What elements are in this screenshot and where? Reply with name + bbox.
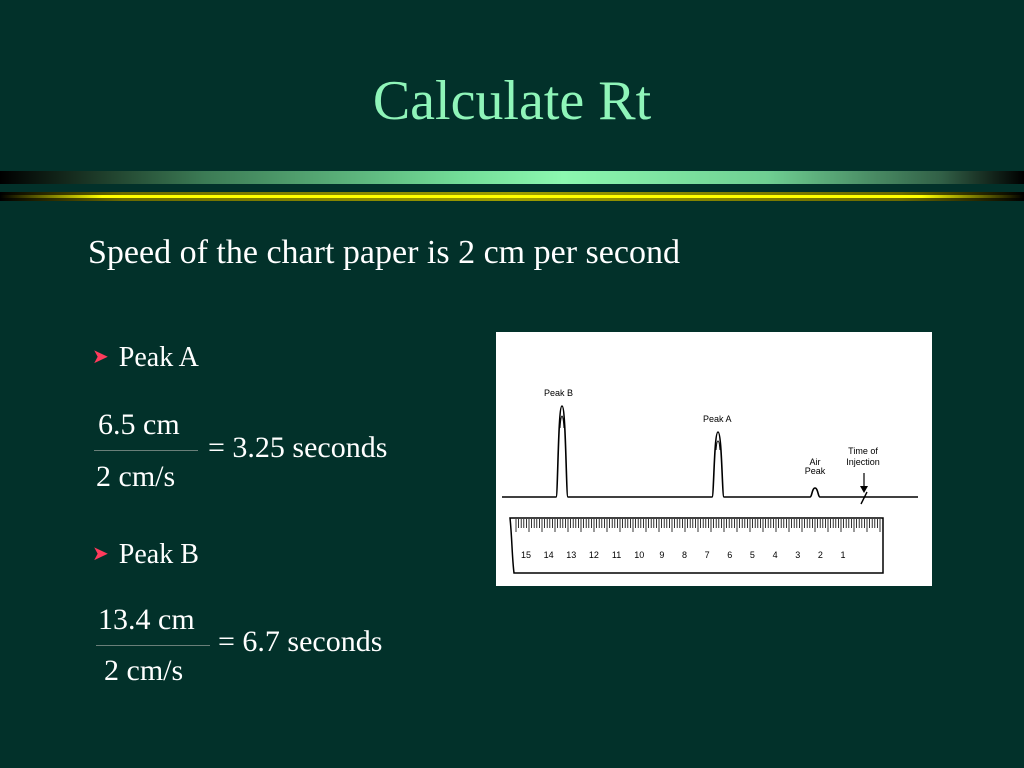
injection-mark <box>861 492 867 504</box>
title-divider-gradient <box>0 171 1024 184</box>
bullet-peak-a-label: Peak A <box>118 342 199 373</box>
ruler-number: 14 <box>543 550 554 560</box>
peak-b-fraction-bar <box>96 645 210 646</box>
ruler-outline <box>510 518 883 573</box>
ruler-number: 1 <box>840 550 846 560</box>
chromatogram-diagram <box>496 332 932 586</box>
ruler-number: 8 <box>681 550 688 560</box>
arrowhead-bullet-icon: ➤ <box>92 543 109 565</box>
ruler-number: 7 <box>704 550 710 560</box>
chart-speed-statement: Speed of the chart paper is 2 cm per second <box>88 234 680 271</box>
title-divider-yellow <box>0 195 1024 198</box>
ruler-number: 2 <box>817 550 823 560</box>
bullet-peak-b-label: Peak B <box>118 539 199 570</box>
air-peak-label-line1: Air <box>809 457 821 467</box>
ruler-number: 9 <box>659 550 665 560</box>
peak-a-denominator: 2 cm/s <box>96 460 176 493</box>
ruler-number: 11 <box>611 550 622 560</box>
peak-a-inner-line <box>716 441 720 450</box>
ruler-number: 6 <box>727 550 733 560</box>
peak-b-inner-line <box>560 416 564 428</box>
peak-a-fraction-bar <box>94 450 198 451</box>
arrowhead-bullet-icon: ➤ <box>92 346 109 368</box>
air-peak-label-line2: Peak <box>804 466 826 476</box>
bullet-peak-a <box>92 340 199 375</box>
ruler-numbers <box>521 550 846 560</box>
injection-label-line1: Time of <box>848 446 878 456</box>
injection-label-line2: Injection <box>846 457 880 467</box>
peak-b-denominator: 2 cm/s <box>104 654 184 687</box>
peak-b-label: Peak B <box>544 388 574 398</box>
ruler-number: 5 <box>749 550 755 560</box>
ruler-number: 15 <box>520 550 532 560</box>
ruler-number: 4 <box>772 550 778 560</box>
ruler-number: 13 <box>566 550 577 560</box>
peak-b-numerator: 13.4 cm <box>98 603 195 636</box>
bullet-peak-b <box>92 537 199 572</box>
slide-title: Calculate Rt <box>372 70 652 132</box>
ruler-ticks <box>516 519 880 532</box>
ruler-number: 12 <box>588 550 599 560</box>
peak-b-result: = 6.7 seconds <box>218 625 383 658</box>
ruler-number: 10 <box>634 550 645 560</box>
peak-a-label: Peak A <box>703 414 732 424</box>
peak-a-numerator: 6.5 cm <box>98 408 180 441</box>
peak-a-result: = 3.25 seconds <box>208 431 388 464</box>
ruler-number: 3 <box>795 550 801 560</box>
